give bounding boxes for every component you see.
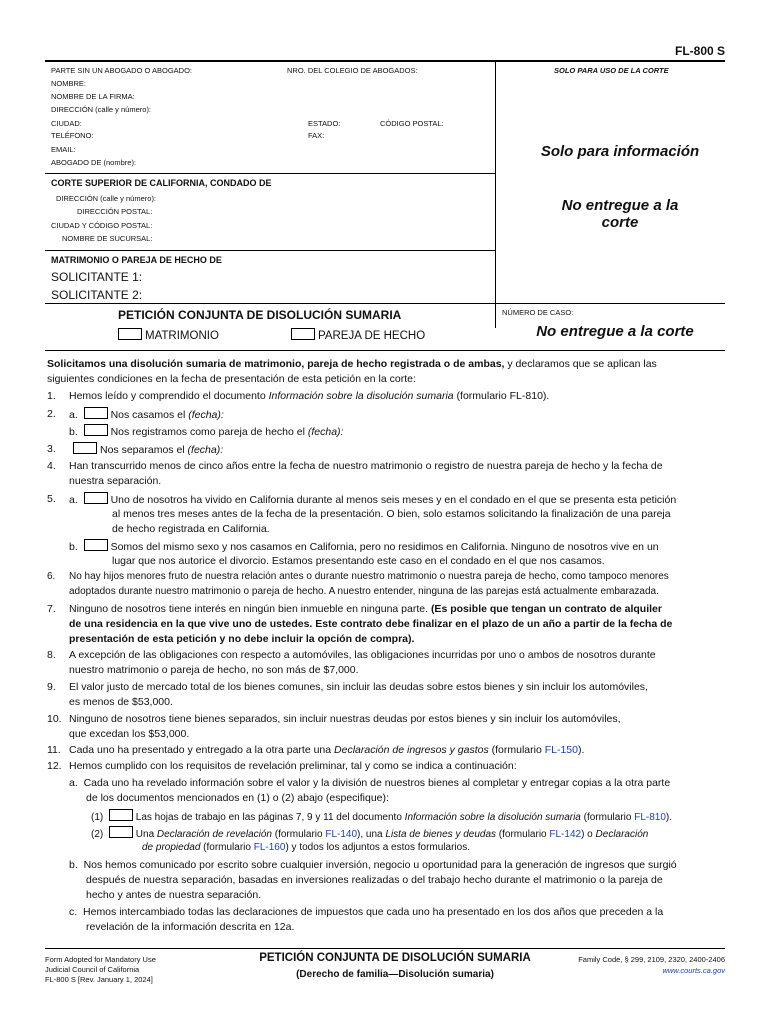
link-fl140[interactable]: FL-140 <box>325 829 358 840</box>
item-7-text: Ninguno de nosotros tiene interés en ningún bien inmueble en ninguna parte. <box>69 603 431 615</box>
item-12-text: Hemos cumplido con los requisitos de revelación preliminar, tal y como se indica a continuación: <box>69 760 517 772</box>
footer-rule <box>45 948 725 949</box>
item-5a-line3: de hecho registrada en California. <box>112 523 270 535</box>
footer-rev: FL-800 S [Rev. January 1, 2024] <box>45 975 153 984</box>
item-12a2-text5: ) o <box>581 829 596 840</box>
item-7-line3: presentación de esta petición y no debe incluir la opción de compra). <box>69 633 415 645</box>
item-8-line1: A excepción de las obligaciones con respecto a automóviles, las obligaciones incurridas por uno o ambos de nosotros durante <box>69 649 656 661</box>
firm-label: NOMBRE DE LA FIRMA: <box>51 92 135 101</box>
form-id: FL-800 S <box>674 44 725 58</box>
item-11-end: ). <box>578 744 585 756</box>
intro-bold: Solicitamos una disolución sumaria de matrimonio, pareja de hecho registrada o de ambas, <box>47 358 505 370</box>
phone-label: TELÉFONO: <box>51 131 94 140</box>
intro <box>47 357 727 372</box>
item-9-line2: es menos de $53,000. <box>69 696 173 708</box>
top-rule <box>45 60 725 62</box>
footer-council: Judicial Council of California <box>45 965 140 974</box>
email-label: EMAIL: <box>51 145 76 154</box>
petitioner1-label: SOLICITANTE 1: <box>51 270 143 284</box>
item-7-line2: de una residencia en la que vive uno de ustedes. Este contrato debe finalizar en el plazo de un año a partir de la fecha de <box>69 618 673 630</box>
item-5a-line2: al menos tres meses antes de la fecha de la presentación. O bien, solo estamos solicitando la finalización de una pareja <box>112 508 671 520</box>
checkbox[interactable] <box>84 407 108 419</box>
rule <box>45 250 495 251</box>
item-12a1-text: Las hojas de trabajo en las páginas 7, 9 y 11 del documento <box>135 812 405 823</box>
option-partnership-label: PAREJA DE HECHO <box>318 330 426 342</box>
footer-adopted: Form Adopted for Mandatory Use <box>45 955 156 964</box>
item-3-text: Nos separamos el <box>100 444 188 456</box>
item-8-line2: nuestro matrimonio o pareja de hecho, no son más de $7,000. <box>69 664 359 676</box>
checkbox[interactable] <box>118 328 142 340</box>
checkbox[interactable] <box>84 539 108 551</box>
item-9-line1: El valor justo de mercado total de los bienes comunes, sin incluir las deudas sobre estos bienes y sin incluir los automóviles, <box>69 681 648 693</box>
party-label: PARTE SIN UN ABOGADO O ABOGADO: <box>51 66 193 75</box>
item-12a2-italic1: Declaración de revelación <box>156 829 272 840</box>
bar-number-label: NRO. DEL COLEGIO DE ABOGADOS: <box>287 66 418 75</box>
item-12a1-italic: Información sobre la disolución sumaria <box>404 812 581 823</box>
rule <box>45 350 725 351</box>
item-12a2-line2-text: (formulario <box>200 842 254 853</box>
caption-divider <box>495 60 496 328</box>
item-6-line1: No hay hijos menores fruto de nuestra relación antes o durante nuestro matrimonio o nuestra pareja de hecho, como tampoco menores <box>69 571 669 582</box>
footer-url[interactable]: www.courts.ca.gov <box>662 966 725 975</box>
court-use-label: SOLO PARA USO DE LA CORTE <box>554 66 669 75</box>
item-2b-text: Nos registramos como pareja de hecho el <box>110 426 308 438</box>
item-12a2-italic2: Lista de bienes y deudas <box>385 829 497 840</box>
item-4-line1: Han transcurrido menos de cinco años entre la fecha de nuestro matrimonio o registro de nuestra pareja de hecho y la fecha de <box>69 460 663 472</box>
item-6-line2: adoptados durante nuestro matrimonio o pareja de hecho. A nuestro entender, ninguna de las parejas está actualmente embarazada. <box>69 586 659 597</box>
checkbox[interactable] <box>84 492 108 504</box>
item-7-bold: (Es posible que tengan un contrato de alquiler <box>430 603 662 615</box>
checkbox[interactable] <box>109 826 133 838</box>
link-fl150[interactable]: FL-150 <box>544 744 578 756</box>
option-marriage[interactable] <box>118 328 219 342</box>
item-12a2-text2: (formulario <box>271 829 326 840</box>
court-street-label: DIRECCIÓN (calle y número): <box>56 194 157 203</box>
item-11-italic: Declaración de ingresos y gastos <box>334 744 489 756</box>
checkbox[interactable] <box>109 809 133 821</box>
stamp-do-not-file: No entregue a la corte <box>561 197 679 231</box>
fecha-label: (fecha): <box>188 409 224 421</box>
attorney-for-label: ABOGADO DE (nombre): <box>51 158 137 167</box>
item-10-line1: Ninguno de nosotros tiene bienes separados, sin incluir nuestras deudas por estos bienes y sin incluir los automóviles, <box>69 713 621 725</box>
link-fl142[interactable]: FL-142 <box>549 829 582 840</box>
item-12a2-text3: ), una <box>357 829 386 840</box>
item-12a2-text: Una <box>135 829 157 840</box>
rule <box>45 303 725 304</box>
address-label: DIRECCIÓN (calle y número): <box>51 105 152 114</box>
footer-code: Family Code, § 299, 2109, 2320, 2400-2406 <box>578 955 725 964</box>
name-label: NOMBRE: <box>51 79 87 88</box>
item-12c-line1: Hemos intercambiado todas las declaraciones de impuestos que cada uno ha presentado en los dos años que preceden a la <box>83 906 664 918</box>
court-title: CORTE SUPERIOR DE CALIFORNIA, CONDADO DE <box>51 178 272 188</box>
option-partnership[interactable] <box>291 328 425 342</box>
item-5b-line2: lugar que nos autorice el divorcio. Estamos presentando este caso en el condado en el que nos casamos. <box>112 555 605 567</box>
link-fl160[interactable]: FL-160 <box>253 842 286 853</box>
rule <box>45 173 495 174</box>
item-1-italic: Información sobre la disolución sumaria <box>268 390 454 402</box>
checkbox[interactable] <box>73 442 97 454</box>
item-1-end: (formulario FL-810). <box>453 390 550 402</box>
footer-subtitle: (Derecho de familia—Disolución sumaria) <box>296 969 494 980</box>
stamp-info-only: Solo para información <box>540 143 700 160</box>
item-5a-line1: Uno de nosotros ha vivido en California durante al menos seis meses y en el condado en el que se presenta esta petición <box>110 494 677 506</box>
zip-label: CÓDIGO POSTAL: <box>380 119 444 128</box>
item-12b-line3: hecho y antes de nuestra separación. <box>86 889 262 901</box>
item-4-line2: nuestra separación. <box>69 475 162 487</box>
intro-rest: y declaramos que se aplican las <box>504 358 657 370</box>
footer-title: PETICIÓN CONJUNTA DE DISOLUCIÓN SUMARIA <box>259 952 531 964</box>
item-11-text2: (formulario <box>488 744 545 756</box>
item-12a2-italic3: Declaración <box>595 829 649 840</box>
court-branch-label: NOMBRE DE SUCURSAL: <box>62 234 153 243</box>
fecha-label: (fecha): <box>187 444 224 456</box>
link-fl810[interactable]: FL-810 <box>634 812 666 823</box>
item-12a1-end: ). <box>665 812 673 823</box>
item-12a2-line2-end: ) y todos los adjuntos a estos formularios. <box>285 842 470 853</box>
item-12a1-text2: (formulario <box>580 812 635 823</box>
intro-line2: siguientes condiciones en la fecha de presentación de esta petición en la corte: <box>47 373 416 385</box>
item-10-line2: que excedan los $53,000. <box>69 728 190 740</box>
fecha-label: (fecha): <box>307 426 344 438</box>
case-stamp: No entregue a la corte <box>536 323 694 340</box>
item-11-text: Cada uno ha presentado y entregado a la otra parte una <box>69 744 335 756</box>
court-mailing-label: DIRECCIÓN POSTAL: <box>77 207 153 216</box>
case-number-label: NÚMERO DE CASO: <box>502 308 574 317</box>
item-12a-line2: de los documentos mencionados en (1) o (2) abajo (especifique): <box>86 792 389 804</box>
option-marriage-label: MATRIMONIO <box>145 330 219 342</box>
checkbox[interactable] <box>84 424 108 436</box>
item-12a2-text4: (formulario <box>496 829 550 840</box>
item-12a-line1: Cada uno ha revelado información sobre el valor y la división de nuestros bienes al completar y entregar copias a la otra parte <box>83 777 671 789</box>
item-1-text: Hemos leído y comprendido el documento <box>69 390 269 402</box>
petition-title: PETICIÓN CONJUNTA DE DISOLUCIÓN SUMARIA <box>118 308 402 322</box>
item-2a-text: Nos casamos el <box>110 409 189 421</box>
item-12a2-line2-italic: de propiedad <box>142 842 201 853</box>
city-label: CIUDAD: <box>51 119 82 128</box>
state-label: ESTADO: <box>308 119 341 128</box>
parties-title: MATRIMONIO O PAREJA DE HECHO DE <box>51 255 222 265</box>
item-5b-line1: Somos del mismo sexo y nos casamos en California, pero no residimos en California. Ninguno de nosotros vive en un <box>110 541 659 553</box>
item-12b-line2: después de nuestra separación, basadas en inversiones realizadas o del trabajo hecho durante el matrimonio o la pareja de <box>86 874 663 886</box>
checkbox[interactable] <box>291 328 315 340</box>
item-12b-line1: Nos hemos comunicado por escrito sobre cualquier inversión, negocio u oportunidad para la generación de ingresos que surgió <box>83 859 677 871</box>
court-city-zip-label: CIUDAD Y CÓDIGO POSTAL: <box>51 221 153 230</box>
petitioner2-label: SOLICITANTE 2: <box>51 288 143 302</box>
fax-label: FAX: <box>308 131 325 140</box>
item-12c-line2: revelación de la información descrita en 12a. <box>86 921 295 933</box>
